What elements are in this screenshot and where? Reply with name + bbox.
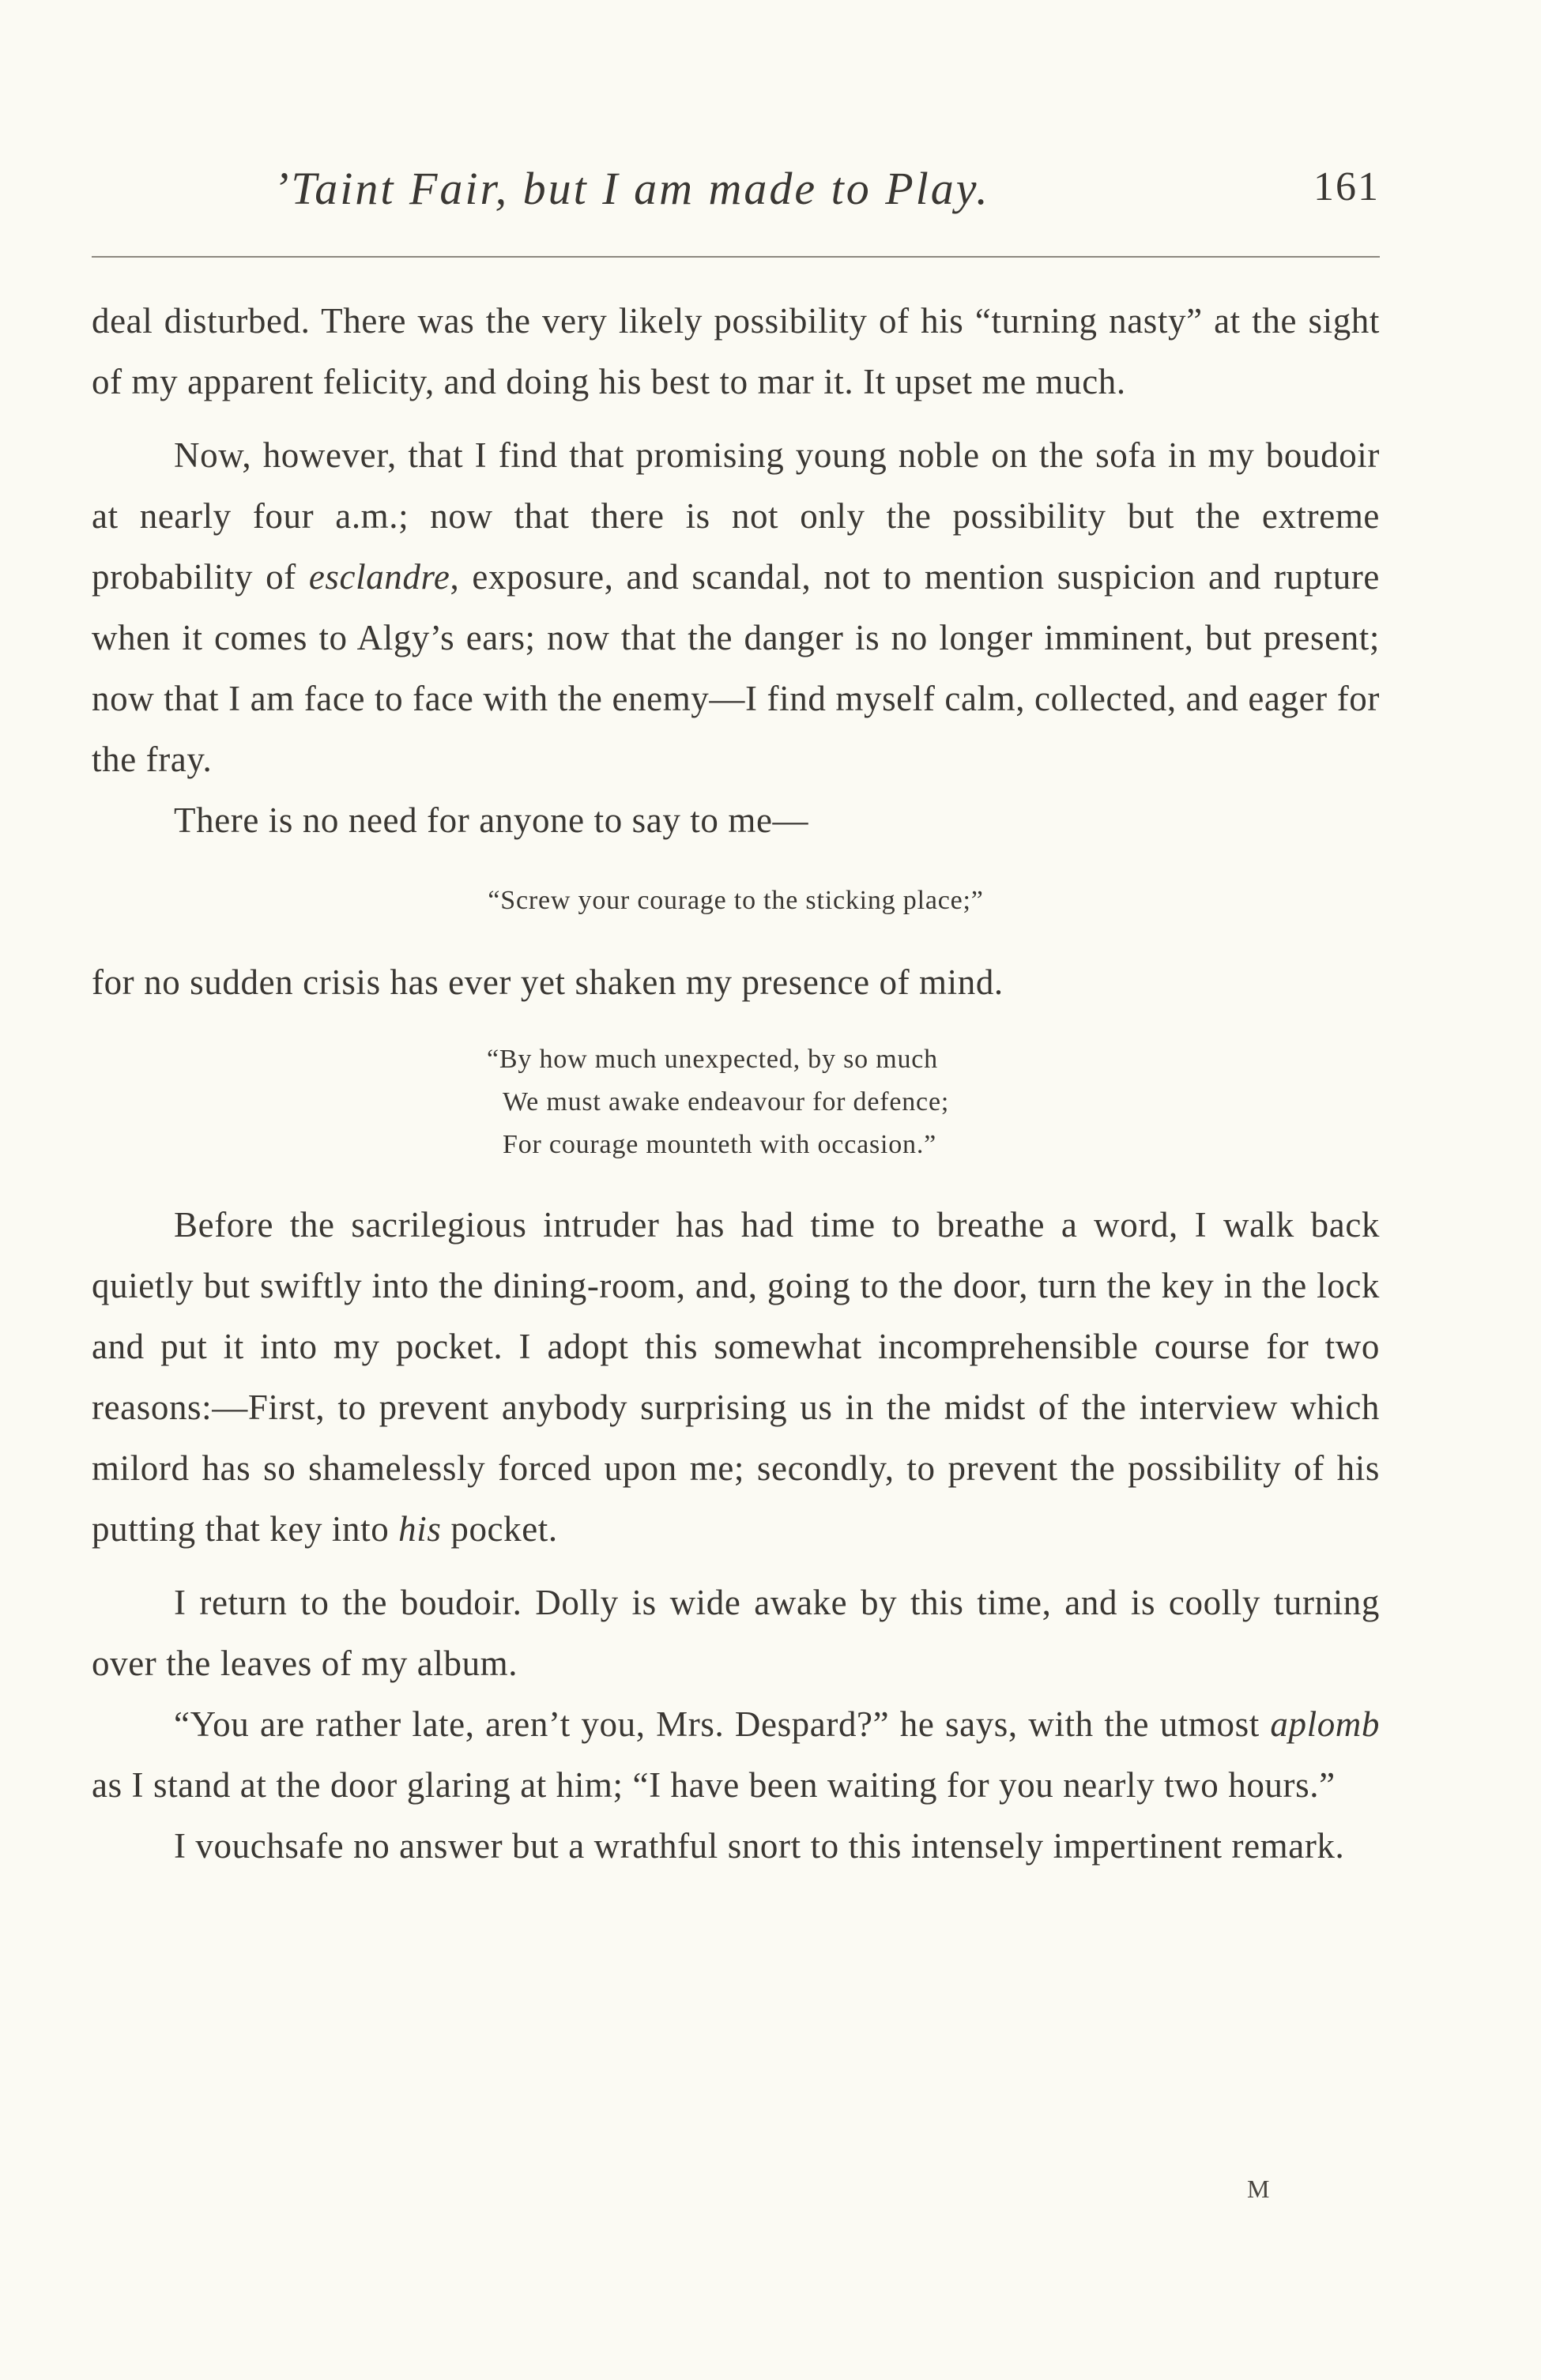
running-title: ’Taint Fair, but I am made to Play. xyxy=(273,163,990,214)
paragraph-7-italic: aplomb xyxy=(1270,1704,1380,1744)
paragraph-7-text-a: “You are rather late, aren’t you, Mrs. Despard?” he says, with the utmost xyxy=(174,1704,1271,1744)
page-number: 161 xyxy=(1313,164,1380,209)
paragraph-2-text-a: Now, however, that I find that promising young noble on the sofa in my boudoir at nearly four a.m.; now that there is not only the possibility but the extreme probability of xyxy=(92,435,1380,597)
verse-line: “By how much unexpected, by so much xyxy=(487,1045,938,1074)
verse-line: We must awake endeavour for defence; xyxy=(503,1087,950,1117)
paragraph-2-italic: esclandre xyxy=(308,557,450,597)
paragraph-5-text-a: Before the sacrilegious intruder has had time to breathe a word, I walk back quietly but swiftly into the dining-room, and, going to the door, turn the key in the lock and put it into my pocket. I adopt this somewhat incomprehensible course for two reasons:—First, to prevent anybody surprising us in the midst of the interview which milord has so shamelessly forced upon me; secondly, to prevent the possibility of his putting that key into xyxy=(92,1205,1380,1549)
paragraph-6: I return to the boudoir. Dolly is wide awake by this time, and is coolly turning over the leaves of my album. xyxy=(92,1583,1380,1683)
paragraph-5-italic: his xyxy=(398,1509,442,1549)
paragraph-8: I vouchsafe no answer but a wrathful snort to this intensely impertinent remark. xyxy=(174,1826,1345,1866)
verse-line: For courage mounteth with occasion.” xyxy=(503,1130,937,1159)
paragraph-2-text-b: , exposure, and scandal, not to mention suspicion and rupture when it comes to Algy’s ears; now that the danger is no longer imminent, but present; now that I am face to face with the enemy—I find myself calm, collected, and eager for the fray. xyxy=(92,557,1380,779)
paragraph-2 xyxy=(92,425,1380,790)
paragraph-5-text-b: pocket. xyxy=(441,1509,558,1549)
paragraph-5 xyxy=(92,1195,1380,1560)
block-quote: “Screw your courage to the sticking place;” xyxy=(488,886,984,915)
paragraph-7 xyxy=(92,1694,1380,1816)
paragraph-7-text-b: as I stand at the door glaring at him; “I have been waiting for you nearly two hours.” xyxy=(92,1765,1336,1805)
paragraph-1: deal disturbed. There was the very likely possibility of his “turning nasty” at the sight of my apparent felicity, and doing his best to mar it. It upset me much. xyxy=(92,301,1380,401)
page-header xyxy=(92,162,1380,233)
signature-mark: M xyxy=(1247,2175,1272,2203)
paragraph-4: for no sudden crisis has ever yet shaken my presence of mind. xyxy=(92,962,1004,1002)
body-text xyxy=(92,291,1380,1877)
verse-quote xyxy=(487,1038,1380,1166)
paragraph-3: There is no need for anyone to say to me— xyxy=(174,800,809,840)
header-rule xyxy=(92,256,1380,258)
